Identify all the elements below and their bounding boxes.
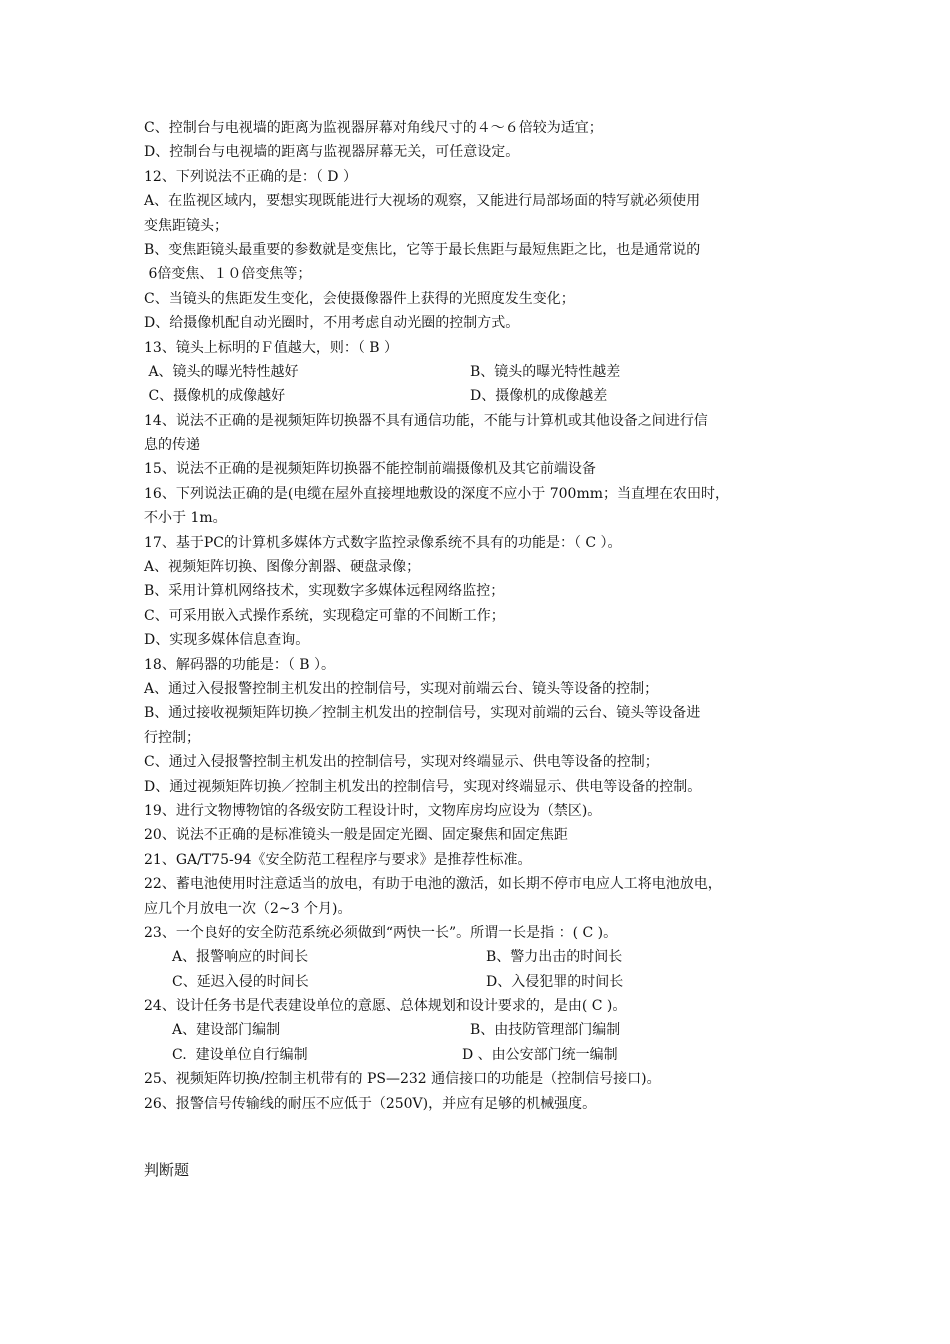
q24-option-row: [144, 1043, 814, 1067]
text-line: B、变焦距镜头最重要的参数就是变焦比，它等于最长焦距与最短焦距之比，也是通常说的: [144, 241, 701, 258]
q13-option-row: [144, 384, 814, 408]
q13-option-d: D、摄像机的成像越差: [470, 388, 608, 405]
question-23: 23、一个良好的安全防范系统必须做到“两快一长”。所谓一长是指 ：( C )。: [144, 924, 618, 941]
question-17: 17、基于PC的计算机多媒体方式数字监控录像系统不具有的功能是：（ C ）。: [144, 534, 622, 551]
text-line: A、视频矩阵切换、图像分割器、硬盘录像；: [144, 559, 421, 576]
text-line: D、实现多媒体信息查询。: [144, 632, 310, 649]
q23-option-row: [144, 970, 814, 994]
text-line: D、通过视频矩阵切换／控制主机发出的控制信号，实现对终端显示、供电等设备的控制。: [144, 778, 702, 795]
q13-option-a: A、镜头的曝光特性越好: [144, 363, 299, 380]
question-content: [144, 116, 814, 1116]
question-16: 16、下列说法正确的是(电缆在屋外直接埋地敷设的深度不应小于 700mm；当直埋在农田时，: [144, 485, 729, 502]
question-14: 14、说法不正确的是视频矩阵切换器不具有通信功能，不能与计算机或其他设备之间进行信: [144, 412, 708, 429]
question-22: 22、蓄电池使用时注意适当的放电，有助于电池的激活，如长期不停市电应人工将电池放电，: [144, 876, 722, 893]
text-line: A、在监视区域内，要想实现既能进行大视场的观察，又能进行局部场面的特写就必须使用: [144, 193, 701, 210]
text-line: 6倍变焦、１０倍变焦等；: [144, 266, 312, 283]
text-line: C、通过入侵报警控制主机发出的控制信号，实现对终端显示、供电等设备的控制；: [144, 754, 659, 771]
question-19: 19、进行文物博物馆的各级安防工程设计时，文物库房均应设为（禁区)。: [144, 802, 602, 819]
text-line: C、可采用嵌入式操作系统，实现稳定可靠的不间断工作；: [144, 607, 505, 624]
q23-option-row: [144, 945, 814, 969]
text-line: B、通过接收视频矩阵切换／控制主机发出的控制信号，实现对前端的云台、镜头等设备进: [144, 705, 701, 722]
q23-option-c: C、延迟入侵的时间长: [172, 973, 309, 990]
text-line: 不小于 1m。: [144, 510, 227, 527]
q24-option-row: [144, 1018, 814, 1042]
text-line: D、给摄像机配自动光圈时，不用考虑自动光圈的控制方式。: [144, 315, 520, 332]
q24-option-c: C. 建设单位自行编制: [172, 1046, 308, 1063]
text-line: 行控制；: [144, 729, 200, 746]
text-line: B、采用计算机网络技术，实现数字多媒体远程网络监控；: [144, 583, 505, 600]
question-18: 18、解码器的功能是：（ B ）。: [144, 656, 336, 673]
q24-option-d: D 、由公安部门统一编制: [462, 1046, 618, 1063]
q13-option-c: C、摄像机的成像越好: [144, 388, 286, 405]
q24-option-b: B、由技防管理部门编制: [470, 1022, 621, 1039]
section-heading: 判断题: [144, 1161, 190, 1179]
question-26: 26、报警信号传输线的耐压不应低于（250V)，并应有足够的机械强度。: [144, 1095, 597, 1112]
q23-option-a: A、报警响应的时间长: [172, 949, 309, 966]
text-line: C、当镜头的焦距发生变化，会使摄像器件上获得的光照度发生变化；: [144, 290, 575, 307]
text-line: 息的传递: [144, 437, 200, 454]
q23-option-d: D、入侵犯罪的时间长: [486, 973, 624, 990]
question-15: 15、说法不正确的是视频矩阵切换器不能控制前端摄像机及其它前端设备: [144, 461, 596, 478]
question-12: 12、下列说法不正确的是：（ D ）: [144, 168, 357, 185]
question-24: 24、设计任务书是代表建设单位的意愿、总体规划和设计要求的，是由( C )。: [144, 998, 627, 1015]
question-21: 21、GA/T75-94《安全防范工程程序与要求》是推荐性标准。: [144, 851, 532, 868]
question-20: 20、说法不正确的是标准镜头一般是固定光圈、固定聚焦和固定焦距: [144, 827, 568, 844]
text-line: C、控制台与电视墙的距离为监视器屏幕对角线尺寸的４～６倍较为适宜；: [144, 120, 603, 136]
question-25: 25、视频矩阵切换/控制主机带有的 PS—232 通信接口的功能是（控制信号接口)。: [144, 1071, 661, 1088]
q13-option-row: [144, 360, 814, 384]
text-line: 应几个月放电一次（2~3 个月)。: [144, 900, 352, 917]
text-line: 变焦距镜头；: [144, 217, 228, 234]
question-13: 13、镜头上标明的Ｆ值越大，则：（ B ）: [144, 339, 399, 356]
q13-option-b: B、镜头的曝光特性越差: [470, 363, 621, 380]
q24-option-a: A、建设部门编制: [172, 1022, 281, 1039]
q23-option-b: B、警力出击的时间长: [486, 949, 623, 966]
text-line: A、通过入侵报警控制主机发出的控制信号，实现对前端云台、镜头等设备的控制；: [144, 680, 659, 697]
text-line: D、控制台与电视墙的距离与监视器屏幕无关，可任意设定。: [144, 144, 520, 161]
